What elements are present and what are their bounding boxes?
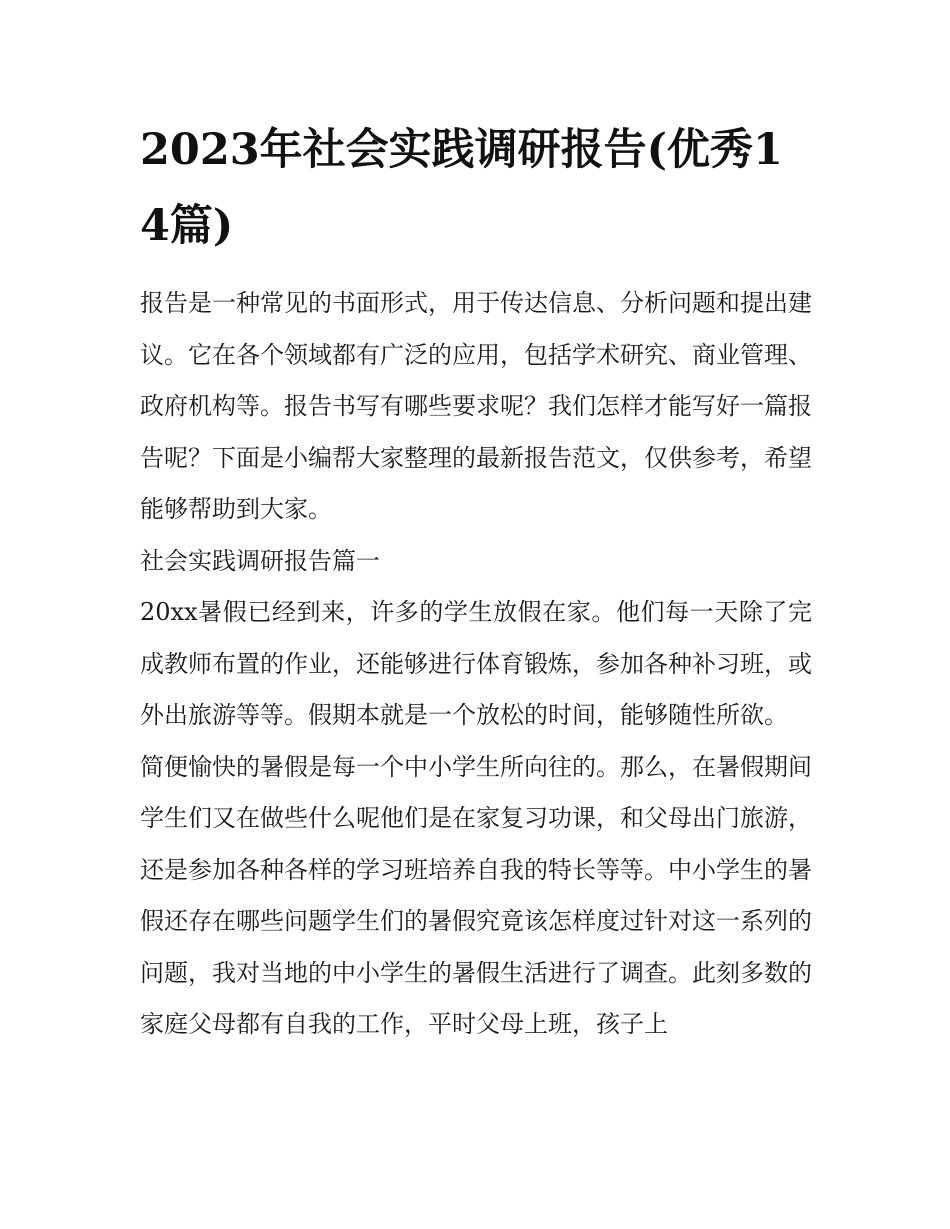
document-title: 2023年社会实践调研报告(优秀14篇): [140, 125, 783, 251]
body-paragraph-1: 20xx暑假已经到来，许多的学生放假在家。他们每一天除了完成教师布置的作业，还能够进行体育锻炼，参加各种补习班，或外出旅游等等。假期本就是一个放松的时间，能够随性所欲。: [140, 598, 812, 729]
intro-paragraph: 报告是一种常见的书面形式，用于传达信息、分析问题和提出建议。它在各个领域都有广泛的应用，包括学术研究、商业管理、政府机构等。报告书写有哪些要求呢？我们怎样才能写好一篇报告呢？下面是小编帮大家整理的最新报告范文，仅供参考，希望能够帮助到大家。: [140, 289, 812, 523]
document-content: [140, 112, 812, 1051]
section-heading: 社会实践调研报告篇一: [140, 546, 380, 575]
body-paragraph-2: 简便愉快的暑假是每一个中小学生所向往的。那么，在暑假期间学生们又在做些什么呢他们是在家复习功课，和父母出门旅游，还是参加各种各样的学习班培养自我的特长等等。中小学生的暑假还存在哪些问题学生们的暑假究竟该怎样度过针对这一系列的问题，我对当地的中小学生的暑假生活进行了调查。此刻多数的家庭父母都有自我的工作，平时父母上班，孩子上: [140, 752, 812, 1038]
